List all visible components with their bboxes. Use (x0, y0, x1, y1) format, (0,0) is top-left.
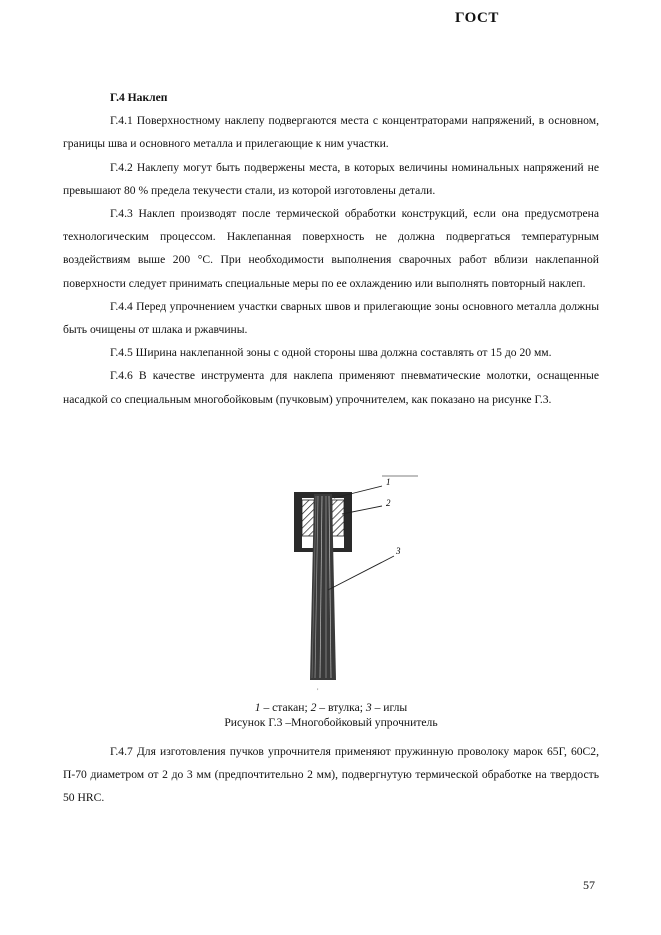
section-g4-continued (63, 740, 599, 810)
label-3: 3 (396, 546, 401, 556)
figure-multi-striker-hardener (282, 470, 422, 692)
legend-text-2: – втулка; (316, 701, 366, 714)
paragraph-g4-1: Г.4.1 Поверхностному наклепу подвергаются места с концентраторами напряжений, в основном, границы шва и основного металла и прилегающие к ним участки. (63, 114, 599, 151)
legend-text-3: – иглы (371, 701, 408, 714)
tip-mark: , (317, 685, 319, 691)
section-title: Г.4 Наклеп (110, 91, 168, 104)
paragraph-g4-5: Г.4.5 Ширина наклепанной зоны с одной стороны шва должна составлять от 15 до 20 мм. (110, 346, 552, 360)
label-2: 2 (386, 498, 391, 508)
legend-number-1: 1 (254, 701, 261, 714)
page-number: 57 (583, 878, 595, 892)
paragraph-g4-6: Г.4.6 В качестве инструмента для наклепа применяют пневматические молотки, оснащенные насадкой со специальным многобойковым (пучковым) упрочнителем, как показано на рисунке Г.3. (63, 369, 599, 406)
figure-legend (63, 700, 599, 715)
legend-number-3: 3 (365, 701, 372, 714)
paragraph-g4-4: Г.4.4 Перед упрочнением участки сварных швов и прилегающие зоны основного металла должны быть очищены от шлака и ржавчины. (63, 299, 599, 337)
needles-bundle (310, 494, 336, 680)
section-g4 (63, 86, 599, 411)
leader-line-3 (328, 556, 394, 590)
label-1: 1 (386, 477, 391, 487)
figure-caption: Рисунок Г.3 –Многобойковый упрочнитель (224, 716, 438, 729)
hardener-drawing (282, 470, 422, 692)
paragraph-g4-3: Г.4.3 Наклеп производят после термической обработки конструкций, если она предусмотрена технологическим процессом. Наклепанная поверхность не должна подвергаться температурным воздействиям выше 200 °С. При необходимости выполнения сварочных работ вблизи наклепанной поверхности следует принимать специальные меры по ее охлаждению или выполнять повторный наклеп. (63, 207, 599, 290)
document-header: ГОСТ (455, 10, 499, 26)
legend-text-1: – стакан; (260, 701, 311, 714)
paragraph-g4-7: Г.4.7 Для изготовления пучков упрочнителя применяют пружинную проволоку марок 65Г, 60С2, П-70 диаметром от 2 до 3 мм (предпочтительно 2 мм), подвергнутую термической обработке на твердость 50 HRC. (63, 745, 599, 805)
legend-number-2: 2 (310, 701, 317, 714)
paragraph-g4-2: Г.4.2 Наклепу могут быть подвержены места, в которых величины номинальных напряжений не превышают 80 % предела текучести стали, из которой изготовлены детали. (63, 160, 599, 197)
